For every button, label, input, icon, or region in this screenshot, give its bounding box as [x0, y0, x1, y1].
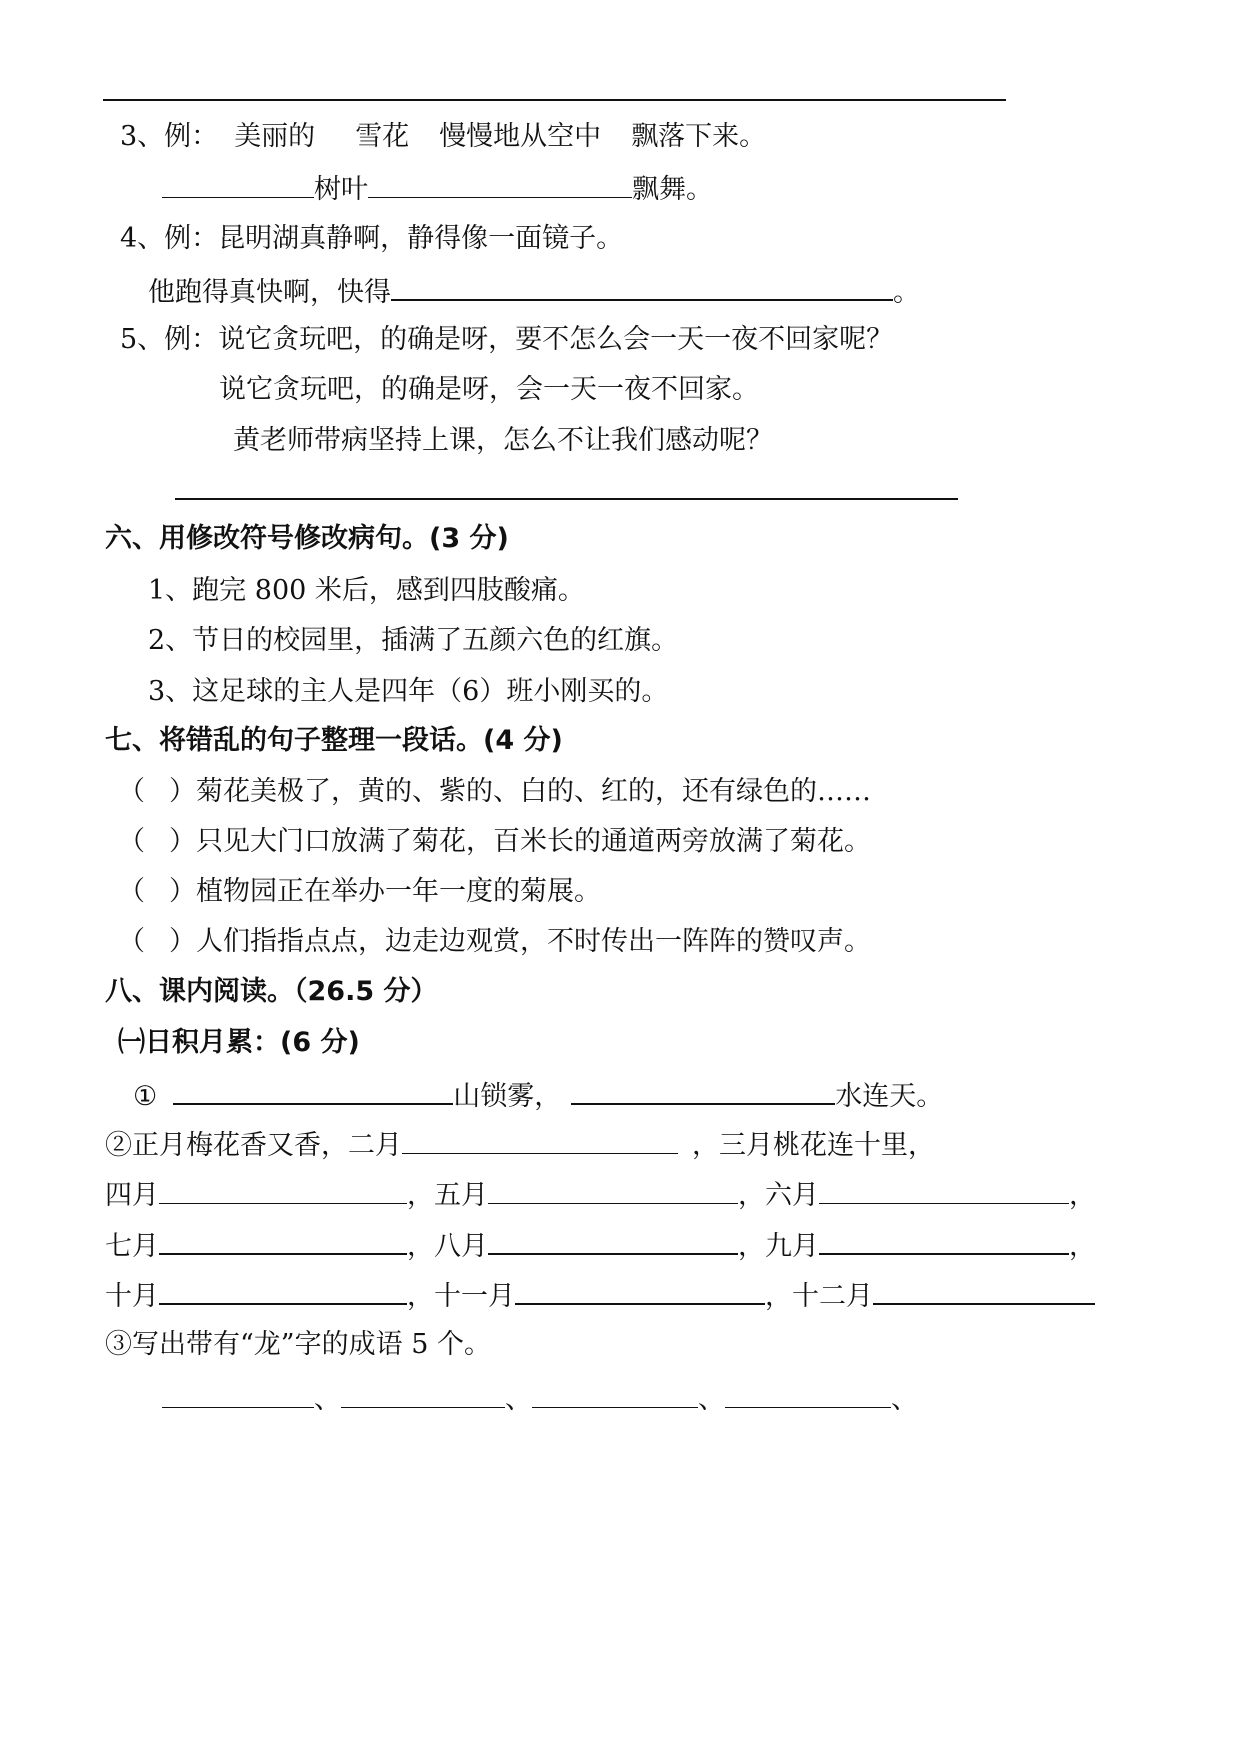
q3-answer-line	[162, 171, 713, 207]
q5-prompt-line	[233, 424, 773, 458]
s7-item-3	[118, 875, 601, 909]
s8-q2-blank-apr[interactable]	[159, 1177, 407, 1204]
s7-paren-close: ）	[169, 926, 196, 957]
s8-q2-jul: 七月	[105, 1231, 159, 1262]
q5-prompt: 黄老师带病坚持上课，怎么不让我们感动呢？	[233, 425, 773, 456]
s8-q2-comma: ，	[1069, 1180, 1096, 1211]
q5-example-1: 说它贪玩吧，的确是呀，要不怎么会一天一夜不回家呢？	[218, 324, 894, 355]
s8-q2-dec: ，十二月	[765, 1281, 873, 1312]
s7-paren-close: ）	[169, 826, 196, 857]
s7-item-1	[118, 775, 871, 809]
q3-example-word-3: 慢慢地从空中	[439, 121, 602, 152]
s8-q2-blank-aug[interactable]	[488, 1227, 738, 1255]
s8-q2-blank-jul[interactable]	[159, 1227, 407, 1255]
s8-q2-jun: ，六月	[738, 1180, 819, 1211]
s8-q3-answer-line	[162, 1381, 918, 1417]
s8-q2-line-3	[105, 1227, 1096, 1264]
s6-item-1: 1、跑完 800 米后，感到四肢酸痛。	[148, 575, 585, 606]
q5-example-2: 说它贪玩吧，的确是呀，会一天一夜不回家。	[219, 374, 759, 405]
s8-q3-blank-2[interactable]	[341, 1381, 505, 1408]
s8-q2-blank-oct[interactable]	[159, 1277, 407, 1305]
q3-word: 树叶	[314, 174, 368, 205]
section-7-title: 七、将错乱的句子整理一段话。(4 分)	[105, 725, 563, 756]
s7-sentence-1: 菊花美极了，黄的、紫的、白的、红的，还有绿色的……	[196, 776, 871, 807]
q5-answer-blank[interactable]	[175, 498, 958, 500]
s8-q2-mid: ，三月桃花连十里，	[692, 1130, 935, 1161]
top-rule	[103, 99, 1006, 101]
q4-answer-line	[148, 273, 920, 310]
s6-item-2: 2、节日的校园里，插满了五颜六色的红旗。	[148, 625, 679, 656]
q5-example-line-2	[219, 373, 759, 407]
s7-sentence-4: 人们指指点点，边走边观赏，不时传出一阵阵的赞叹声。	[196, 926, 871, 957]
q3-example-word-1: 美丽的	[234, 121, 316, 152]
s8-q3-sep: 、	[891, 1384, 918, 1415]
s7-paren-close: ）	[169, 776, 196, 807]
s8-q1-blank-1[interactable]	[173, 1077, 453, 1105]
s8-q2-blank-dec[interactable]	[873, 1277, 1095, 1305]
s7-sentence-2: 只见大门口放满了菊花，百米长的通道两旁放满了菊花。	[196, 826, 871, 857]
q4-example: 昆明湖真静啊，静得像一面镜子。	[218, 223, 624, 254]
s8-q3-text: ③写出带有“龙”字的成语 5 个。	[105, 1329, 491, 1360]
s8-q2-comma: ，	[1069, 1231, 1096, 1262]
s8-q1-line	[133, 1077, 943, 1114]
s7-paren-open: （	[118, 876, 145, 907]
q3-example-line	[120, 120, 766, 154]
s8-q2-may: ，五月	[407, 1180, 488, 1211]
s8-q2-sep: ，九月	[738, 1231, 819, 1262]
s7-item-2	[118, 825, 871, 859]
s8-q2-line-2	[105, 1177, 1096, 1213]
s8-subsection-1: ㈠日积月累：(6 分)	[118, 1027, 360, 1058]
s7-paren-open: （	[118, 926, 145, 957]
section-8-title: 八、课内阅读。（26.5 分）	[105, 976, 438, 1007]
q4-example-line	[120, 222, 623, 256]
q3-end: 飘舞。	[632, 174, 713, 205]
s7-paren-open: （	[118, 776, 145, 807]
s8-q2-blank-may[interactable]	[488, 1177, 738, 1204]
section-6-title: 六、用修改符号修改病句。(3 分)	[105, 523, 509, 554]
q3-blank-1[interactable]	[162, 171, 314, 198]
s8-q1-b: 水连天。	[835, 1081, 944, 1112]
q5-example-line-1	[120, 323, 893, 357]
s7-paren-close: ）	[169, 876, 196, 907]
s8-q2-oct: 十月	[105, 1281, 159, 1312]
s8-q3-blank-3[interactable]	[532, 1381, 698, 1408]
s8-q1-a: 山锁雾，	[453, 1081, 562, 1112]
s8-q2-line-1	[105, 1127, 935, 1163]
q3-blank-2[interactable]	[368, 171, 632, 198]
s8-q3-sep: 、	[314, 1384, 341, 1415]
s8-q3-blank-4[interactable]	[725, 1381, 891, 1408]
q4-end: 。	[893, 277, 920, 308]
s8-q2-blank-nov[interactable]	[515, 1277, 765, 1305]
s8-q2-start: ②正月梅花香又香，二月	[105, 1130, 402, 1161]
s8-q2-line-4	[105, 1277, 1095, 1314]
s8-q3-blank-1[interactable]	[162, 1381, 314, 1408]
q3-example-word-4: 飘落下来。	[631, 121, 767, 152]
q5-label: 5、例：	[120, 324, 219, 355]
q3-label: 3、例：	[120, 121, 219, 152]
q4-prompt: 他跑得真快啊，快得	[148, 277, 391, 308]
s7-item-4	[118, 925, 871, 959]
s8-q2-apr: 四月	[105, 1180, 159, 1211]
s6-item-3: 3、这足球的主人是四年（6）班小刚买的。	[148, 676, 669, 707]
s7-paren-open: （	[118, 826, 145, 857]
s8-q2-blank-sep[interactable]	[819, 1227, 1069, 1255]
s8-q3-sep: 、	[698, 1384, 725, 1415]
q3-example-word-2: 雪花	[355, 121, 410, 152]
q4-blank[interactable]	[391, 273, 893, 301]
s7-sentence-3: 植物园正在举办一年一度的菊展。	[196, 876, 601, 907]
s8-q1-blank-2[interactable]	[571, 1077, 835, 1105]
s8-q1-num: ①	[133, 1081, 158, 1112]
s8-q3-line	[105, 1328, 491, 1362]
s8-q2-blank-feb[interactable]	[402, 1127, 678, 1154]
q4-label: 4、例：	[120, 223, 219, 254]
s8-q2-aug: ，八月	[407, 1231, 488, 1262]
s8-q3-sep: 、	[505, 1384, 532, 1415]
s8-q2-nov: ，十一月	[407, 1281, 515, 1312]
s8-q2-blank-jun[interactable]	[819, 1177, 1069, 1204]
